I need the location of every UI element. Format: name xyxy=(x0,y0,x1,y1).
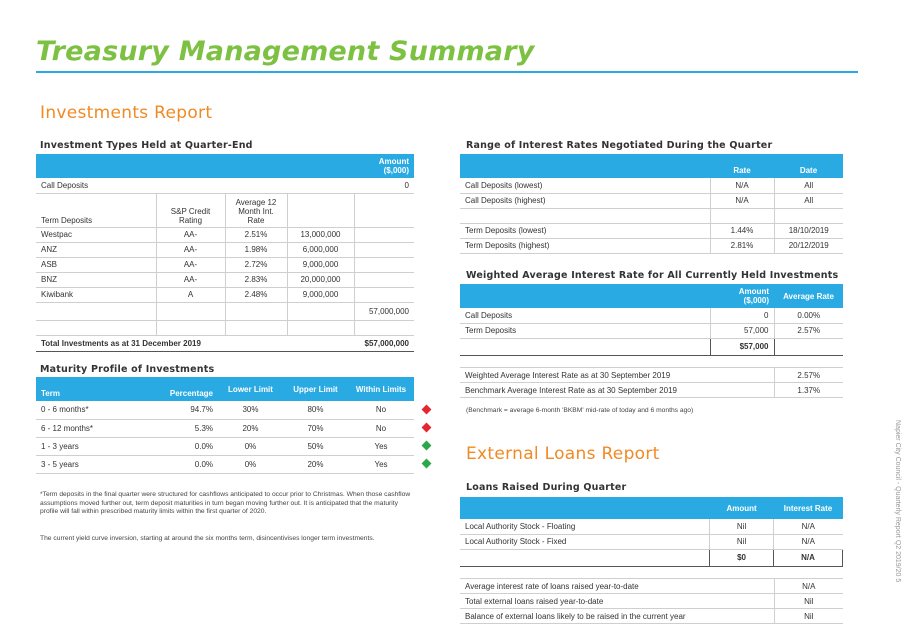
table-row: Call Deposits 0 0.00% xyxy=(460,308,843,323)
table-row: Term Deposits (lowest) 1.44% 18/10/2019 xyxy=(460,223,843,238)
term-deposits-header: Term Deposits xyxy=(36,193,156,227)
table-row: Term Deposits (highest) 2.81% 20/12/2019 xyxy=(460,238,843,253)
table-row: 6 - 12 months* 5.3% 20% 70% No xyxy=(36,419,414,437)
loans-total-rate: N/A xyxy=(774,549,843,566)
table-row: 3 - 5 years 0.0% 0% 20% Yes xyxy=(36,455,414,473)
table-row: Call Deposits (lowest) N/A All xyxy=(460,178,843,193)
table-row: 1 - 3 years 0.0% 0% 50% Yes xyxy=(36,437,414,455)
table-row: Benchmark Average Interest Rate as at 30 September 2019 1.37% xyxy=(460,383,843,398)
table-row: ANZ AA- 1.98% 6,000,000 xyxy=(36,242,414,257)
subtotal-value: 57,000,000 xyxy=(354,302,414,320)
table-row: Total external loans raised year-to-date Nil xyxy=(460,594,843,609)
maturity-table: Term Percentage Lower Limit Upper Limit Within Limits 0 - 6 months* 94.7% 30% 80% No 6 - 12 months* 5.3% 20% 70% No 1 - 3 years 0.0% 0% 50% Yes 3 - 5 years 0.0% 0% 20% Yes xyxy=(36,377,414,474)
table-row: 0 - 6 months* 94.7% 30% 80% No xyxy=(36,401,414,419)
table-row: Kiwibank A 2.48% 9,000,000 xyxy=(36,287,414,302)
loans-heading: External Loans Report xyxy=(466,444,660,464)
loans-total-amount: $0 xyxy=(710,549,774,566)
maturity-footnote: *Term deposits in the final quarter were structured for cashflows anticipated to occur prior to Christmas. When those cashflow assumptions moved further out, term deposit maturities in turn began moving further out. It is anticipated that the maturity profile will fall within prescribed maturity limits within the first quarter of 2020. xyxy=(40,491,411,516)
weighted-summary-table xyxy=(460,367,843,398)
investment-types-table xyxy=(36,154,414,352)
call-deposits-value: 0 xyxy=(354,178,414,193)
page-footer-vertical: Napier City Council - Quarterly Report Q2 2019/20 5 xyxy=(894,420,901,583)
page-title: Treasury Management Summary xyxy=(36,36,535,67)
investment-types-heading: Investment Types Held at Quarter-End xyxy=(40,140,253,151)
total-investments-label: Total Investments as at 31 December 2019 xyxy=(36,335,354,351)
loans-table: Amount Interest Rate Local Authority Stock - Floating Nil N/A Local Authority Stock - Fixed Nil N/A $0 N/A xyxy=(460,497,843,567)
status-red-diamond-icon xyxy=(422,405,432,415)
table-row: BNZ AA- 2.83% 20,000,000 xyxy=(36,272,414,287)
loans-summary-table xyxy=(460,578,843,624)
range-table: Rate Date Call Deposits (lowest) N/A All Call Deposits (highest) N/A All Term Deposits (lowest) 1.44% 18/10/2019 Term Deposits (highest) 2.81% 20/12/2019 xyxy=(460,154,843,254)
credit-rating-header: S&P Credit Rating xyxy=(156,193,225,227)
weighted-heading: Weighted Average Interest Rate for All Currently Held Investments xyxy=(466,270,839,281)
call-deposits-label: Call Deposits xyxy=(36,178,354,193)
table-row: Term Deposits 57,000 2.57% xyxy=(460,323,843,338)
table-row: Westpac AA- 2.51% 13,000,000 xyxy=(36,227,414,242)
table-row: Local Authority Stock - Floating Nil N/A xyxy=(460,519,843,534)
title-divider xyxy=(36,71,858,73)
table-row: ASB AA- 2.72% 9,000,000 xyxy=(36,257,414,272)
rate-header: Average 12 Month Int. Rate xyxy=(225,193,287,227)
table-row: Balance of external loans likely to be raised in the current year Nil xyxy=(460,609,843,624)
total-investments-value: $57,000,000 xyxy=(354,335,414,351)
maturity-heading: Maturity Profile of Investments xyxy=(40,364,215,375)
table-row: Call Deposits (highest) N/A All xyxy=(460,193,843,208)
table-row: Weighted Average Interest Rate as at 30 September 2019 2.57% xyxy=(460,368,843,383)
table-row xyxy=(460,208,843,223)
range-heading: Range of Interest Rates Negotiated During the Quarter xyxy=(466,140,773,151)
table-row: Average interest rate of loans raised year-to-date N/A xyxy=(460,579,843,594)
yield-curve-note: The current yield curve inversion, starting at around the six months term, disincentivises longer term investments. xyxy=(40,535,375,542)
status-green-diamond-icon xyxy=(422,441,432,451)
amount-header: Amount ($,000) xyxy=(354,154,414,178)
weighted-table: Amount ($,000) Average Rate Call Deposits 0 0.00% Term Deposits 57,000 2.57% $57,000 xyxy=(460,284,843,356)
investments-heading: Investments Report xyxy=(40,103,213,123)
table-row: Local Authority Stock - Fixed Nil N/A xyxy=(460,534,843,549)
status-red-diamond-icon xyxy=(422,423,432,433)
loans-sub-heading: Loans Raised During Quarter xyxy=(466,482,627,493)
status-green-diamond-icon xyxy=(422,459,432,469)
benchmark-note: (Benchmark = average 6-month 'BKBM' mid-rate of today and 6 months ago) xyxy=(466,407,694,414)
weighted-total: $57,000 xyxy=(710,338,774,355)
